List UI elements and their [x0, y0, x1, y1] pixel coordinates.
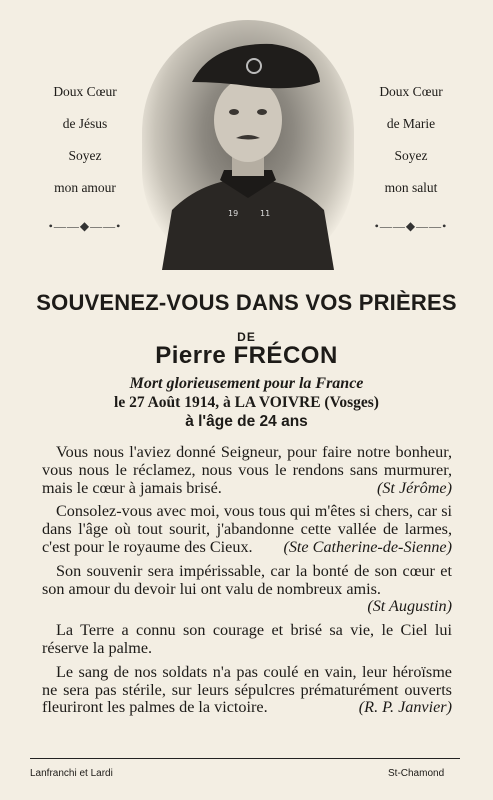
quote-attribution: (R. P. Janvier)	[358, 698, 452, 717]
age-at-death: à l'âge de 24 ans	[185, 413, 308, 430]
right-devotion	[356, 76, 466, 242]
left-line-1: Doux Cœur	[53, 84, 117, 99]
portrait-icon	[142, 20, 354, 270]
left-line-4: mon amour	[54, 180, 116, 195]
left-ornament: •——◆——•	[48, 219, 122, 233]
de-label: DE	[237, 330, 256, 344]
right-ornament: •——◆——•	[374, 219, 448, 233]
right-line-1: Doux Cœur	[379, 84, 443, 99]
quote-text: Consolez-vous avec moi, vous tous qui m'êtes si chers, car si dans l'âge où tout sourit, j'abandonne cette vallée de larmes, c'est pour le royaume des Cieux.	[42, 502, 452, 556]
left-line-2: de Jésus	[62, 116, 108, 131]
left-devotion	[30, 76, 140, 242]
quote-paragraph	[42, 444, 452, 497]
svg-text:11: 11	[260, 209, 271, 218]
quote-text: La Terre a connu son courage et brisé sa vie, le Ciel lui réserve la palme.	[42, 621, 452, 657]
death-statement: Mort glorieusement pour la France	[129, 375, 364, 392]
right-line-2: de Marie	[386, 116, 436, 131]
heading: SOUVENEZ-VOUS DANS VOS PRIÈRES	[36, 290, 457, 315]
footer-divider	[30, 758, 460, 759]
quote-attribution: (St Augustin)	[367, 597, 452, 616]
printer-name: Lanfranchi et Lardi	[30, 768, 113, 779]
quote-paragraph	[42, 503, 452, 556]
right-line-3: Soyez	[394, 148, 428, 163]
quote-paragraph	[42, 664, 452, 717]
death-date-place: le 27 Août 1914, à LA VOIVRE (Vosges)	[114, 394, 379, 411]
quote-attribution: (Ste Catherine-de-Sienne)	[283, 537, 452, 556]
soldier-portrait	[142, 20, 354, 270]
left-line-3: Soyez	[68, 148, 102, 163]
deceased-name: Pierre FRÉCON	[155, 342, 338, 369]
quote-paragraph	[42, 563, 452, 616]
quote-paragraph	[42, 622, 452, 658]
quotations	[42, 444, 452, 723]
quote-attribution: (St Jérôme)	[376, 478, 452, 497]
quote-text: Le sang de nos soldats n'a pas coulé en vain, leur héroïsme ne sera pas stérile, sur leurs sépulcres prématurément ouverts fleuriront les palmes de la victoire.	[42, 662, 452, 717]
right-line-4: mon salut	[384, 180, 438, 195]
quote-text: Vous nous l'aviez donné Seigneur, pour faire notre bonheur, vous nous le réclamez, nous vous le rendons sans murmurer, mais le cœur à jamais brisé.	[42, 443, 452, 497]
printer-city: St-Chamond	[388, 768, 445, 779]
svg-text:19: 19	[228, 209, 239, 218]
quote-text: Son souvenir sera impérissable, car la bonté de son cœur et son amour du devoir lui ont valu de nombreux amis.	[42, 561, 452, 598]
